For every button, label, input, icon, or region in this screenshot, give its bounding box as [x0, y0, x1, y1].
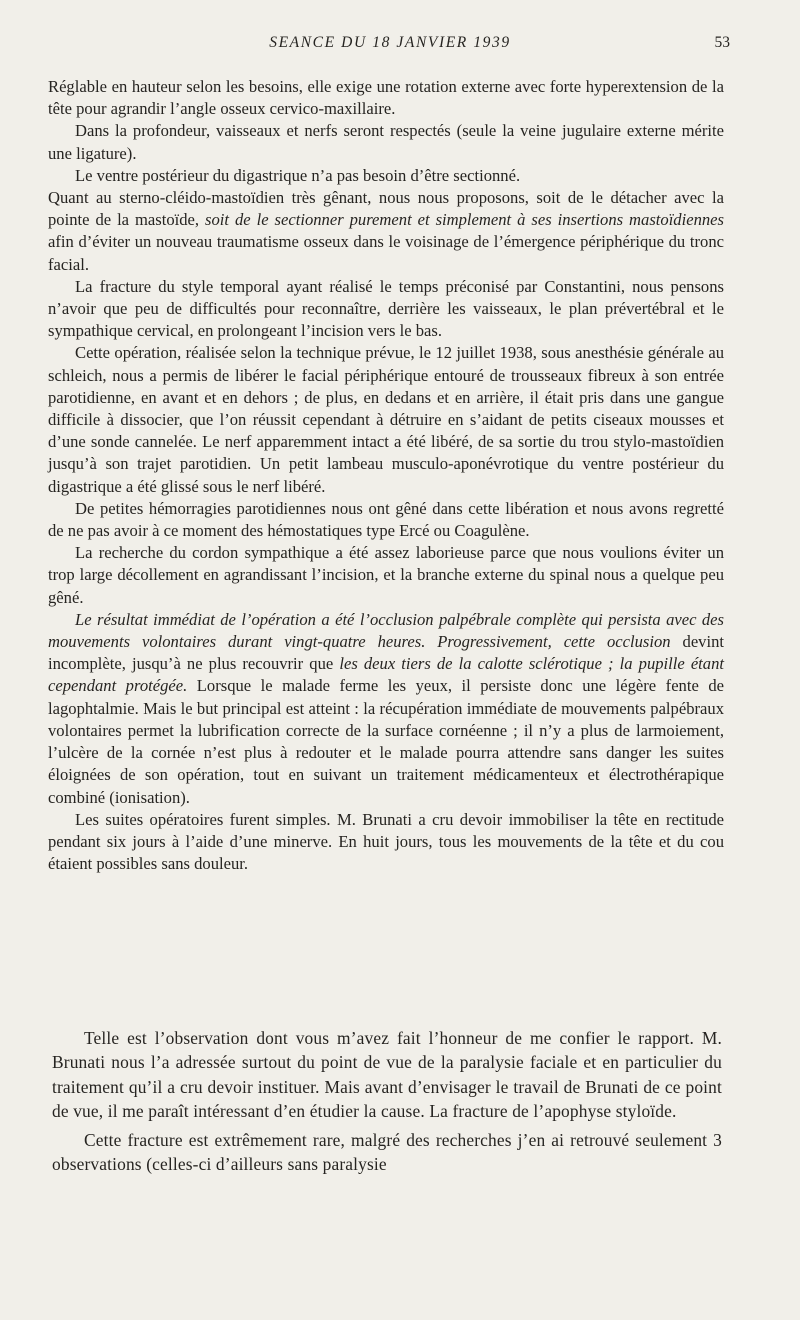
paragraph: De petites hémorragies parotidiennes nous ont gêné dans cette libération et nous avons regretté de ne pas avoir à ce moment des hémostatiques type Ercé ou Coagulène. [48, 498, 724, 541]
paragraph [48, 187, 724, 276]
paragraph: Cette fracture est extrêmement rare, malgré des recherches j’en ai retrouvé seulement 3 observations (celles-ci d’ailleurs sans paralysie [52, 1129, 722, 1175]
paragraph: Réglable en hauteur selon les besoins, elle exige une rotation externe avec forte hyperextension de la tête pour agrandir l’angle osseux cervico-maxillaire. [48, 77, 724, 119]
italic-run: soit de le sectionner purement et simplement à ses insertions mastoïdiennes [205, 210, 724, 230]
paragraph: La recherche du cordon sympathique a été assez laborieuse parce que nous voulions éviter un trop large décollement en agrandissant l’incision, et la branche externe du spinal nous a quelque peu gêné. [48, 543, 724, 607]
paragraph: Telle est l’observation dont vous m’avez fait l’honneur de me confier le rapport. M. Brunati nous l’a adressée surtout du point de vue de la paralysie faciale et en particulier du traitement qu’il a cru devoir instituer. Mais avant d’envisager le travail de Brunati de ce point de vue, il me paraît intéressant d’en étudier la cause. La fracture de l’apophyse styloïde. [52, 1028, 722, 1122]
paragraph: Cette opération, réalisée selon la technique prévue, le 12 juillet 1938, sous anesthésie générale au schleich, nous a permis de libérer le facial périphérique entouré de trousseaux fibreux à son entrée parotidienne, en avant et en dehors ; de plus, en dedans et en arrière, il était pris dans une gangue difficile à dissocier, que l’on réussit cependant à détruire en s’aidant de petits ciseaux mousses et d’une sonde cannelée. Le nerf apparemment intact a été libéré, de sa sortie du trou stylo-mastoïdien jusqu’à son trajet parotidien. Un petit lambeau musculo-aponévrotique du ventre postérieur du digastrique a été glissé sous le nerf libéré. [48, 343, 724, 496]
report-text [52, 1026, 722, 1176]
text-run: Lorsque le malade ferme les yeux, il persiste donc une légère fente de lagophtalmie. Mais le but principal est atteint : la récupération immédiate de mouvements palpébraux volontaires permet la lubrification correcte de la surface cornéenne ; il n’y a plus de larmoiement, l’ulcère de la cornée n’est plus à redouter et le malade pourra attendre sans danger les suites éloignées de son opération, tout en suivant un traitement médicamenteux et électrothérapique combiné (ionisation). [48, 676, 724, 807]
page-header [50, 34, 730, 60]
observation-text [48, 76, 724, 875]
italic-run: les deux tiers de la calotte sclérotique ; la pupille étant cependant protégée. [48, 654, 724, 696]
paragraph: Le ventre postérieur du digastrique n’a pas besoin d’être sectionné. [75, 165, 521, 185]
text-run: Quant au sterno-cléido-mastoïdien très gênant, nous nous proposons, soit de le détacher avec la pointe de la mastoïde, [48, 188, 724, 230]
text-run: afin d’éviter un nouveau traumatisme osseux dans le voisinage de l’émergence périphérique du tronc facial. [48, 232, 724, 274]
paragraph: Dans la profondeur, vaisseaux et nerfs seront respectés (seule la veine jugulaire externe mérite une ligature). [48, 121, 724, 163]
italic-run: Le résultat immédiat de l’opération a été l’occlusion palpébrale complète qui persista avec des mouvements volontaires durant vingt-quatre heures. Progressivement, cette occlusion [48, 609, 724, 652]
text-run: devint incomplète, jusqu’à ne plus recouvrir que [48, 632, 724, 674]
paragraph: Les suites opératoires furent simples. M. Brunati a cru devoir immobiliser la tête en rectitude pendant six jours à l’aide d’une minerve. En huit jours, tous les mouvements de la tête et du cou étaient possibles sans douleur. [48, 809, 724, 874]
running-head: SEANCE DU 18 JANVIER 1939 [269, 34, 511, 51]
paragraph: La fracture du style temporal ayant réalisé le temps préconisé par Constantini, nous pensons n’avoir que peu de difficultés pour reconnaître, derrière les vaisseaux, le plan prévertébral et le sympathique cervical, en prolongeant l’incision vers le bas. [48, 276, 724, 341]
page-number: 53 [714, 34, 730, 51]
paragraph [48, 609, 724, 809]
